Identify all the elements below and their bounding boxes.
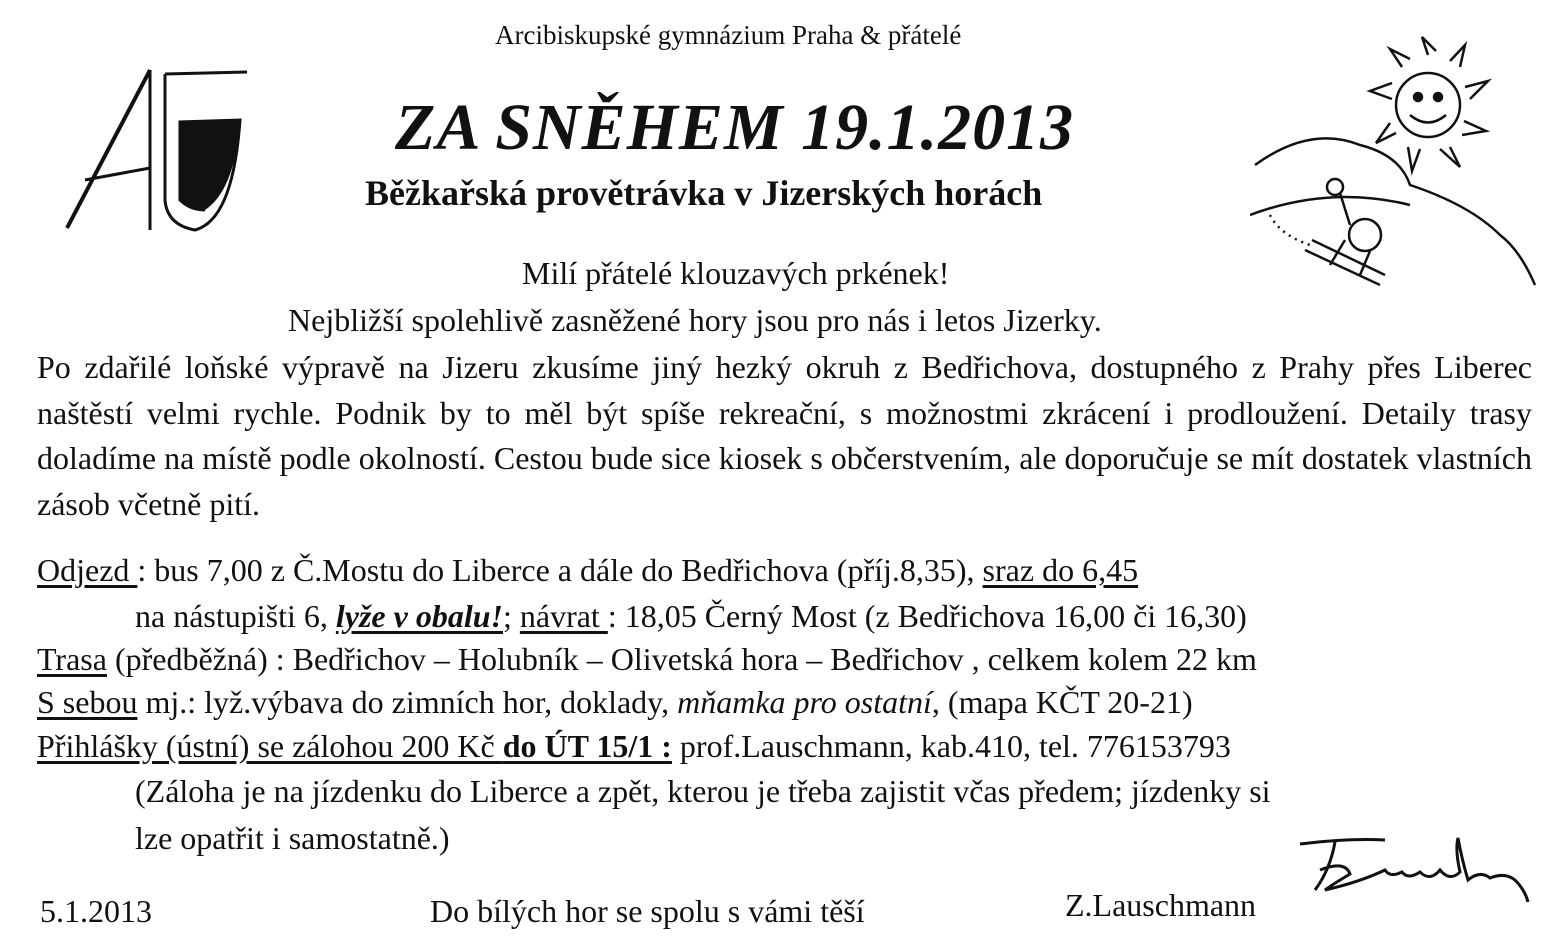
route-line [37, 641, 1257, 678]
page-subtitle: Běžkařská provětrávka v Jizerských horách [365, 173, 1043, 213]
meet-label: sraz do 6,45 [982, 552, 1139, 588]
description-paragraph: Po zdařilé loňské výpravě na Jizeru zkusíme jiný hezký okruh z Bedřichova, dostupného z Prahy přes Liberec naštěstí velmi rychle. Podnik by to měl být spíše rekreační, s možnostmi zkrácení i prodloužení. Detaily trasy doladíme na místě podle okolností. Cestou bude sice kiosek s občerstvením, ale doporučuje se mít dostatek vlastních zásob včetně pití. [37, 349, 1532, 522]
signup-deadline: do ÚT 15/1 : [502, 728, 672, 764]
school-logo-icon [55, 60, 255, 240]
bring-line [37, 684, 1193, 721]
bring-tail: , (mapa KČT 20-21) [931, 684, 1193, 720]
greeting: Milí přátelé klouzavých prkének! [522, 255, 950, 291]
platform-line [135, 598, 1247, 635]
intro-line: Nejbližší spolehlivě zasněžené hory jsou pro nás i letos Jizerky. [288, 302, 1102, 338]
organization-name: Arcibiskupské gymnázium Praha & přátelé [495, 20, 962, 50]
route-label: Trasa [37, 641, 107, 677]
deposit-line-1: (Záloha je na jízdenku do Liberce a zpět, kterou je třeba zajistit včas předem; jízdenky si [135, 773, 1271, 809]
route-text: (předběžná) : Bedřichov – Holubník – Olivetská hora – Bedřichov , celkem kolem 22 km [106, 641, 1257, 677]
departure-label: Odjezd [37, 552, 138, 588]
bring-text: mj.: lyž.výbava do zimních hor, doklady, [137, 684, 678, 720]
date: 5.1.2013 [40, 893, 152, 929]
bring-italic: mňamka pro ostatní [677, 684, 932, 720]
deposit-line-2: lze opatřit i samostatně.) [135, 820, 450, 856]
page-title: ZA SNĚHEM 19.1.2013 [395, 91, 1075, 164]
signup-label: Přihlášky (ústní) se zálohou 200 Kč [37, 728, 503, 764]
departure-text: : bus 7,00 z Č.Mostu do Liberce a dále do Bedřichova (příj.8,35), [137, 552, 983, 588]
ski-note: lyže v obalu! [335, 598, 503, 634]
author-name: Z.Lauschmann [1065, 887, 1257, 923]
closing-line: Do bílých hor se spolu s vámi těší [430, 893, 865, 929]
platform-text: na nástupišti 6, [135, 598, 336, 634]
signup-text: prof.Lauschmann, kab.410, tel. 776153793 [671, 728, 1231, 764]
departure-line [37, 552, 1138, 589]
return-text: : 18,05 Černý Most (z Bedřichova 16,00 či 16,30) [607, 598, 1247, 634]
signature-icon [1290, 830, 1535, 920]
bring-label: S sebou [37, 684, 138, 720]
signup-line [37, 728, 1231, 765]
separator: ; [502, 598, 520, 634]
return-label: návrat [519, 598, 608, 634]
sun-and-skier-icon [1250, 35, 1540, 295]
